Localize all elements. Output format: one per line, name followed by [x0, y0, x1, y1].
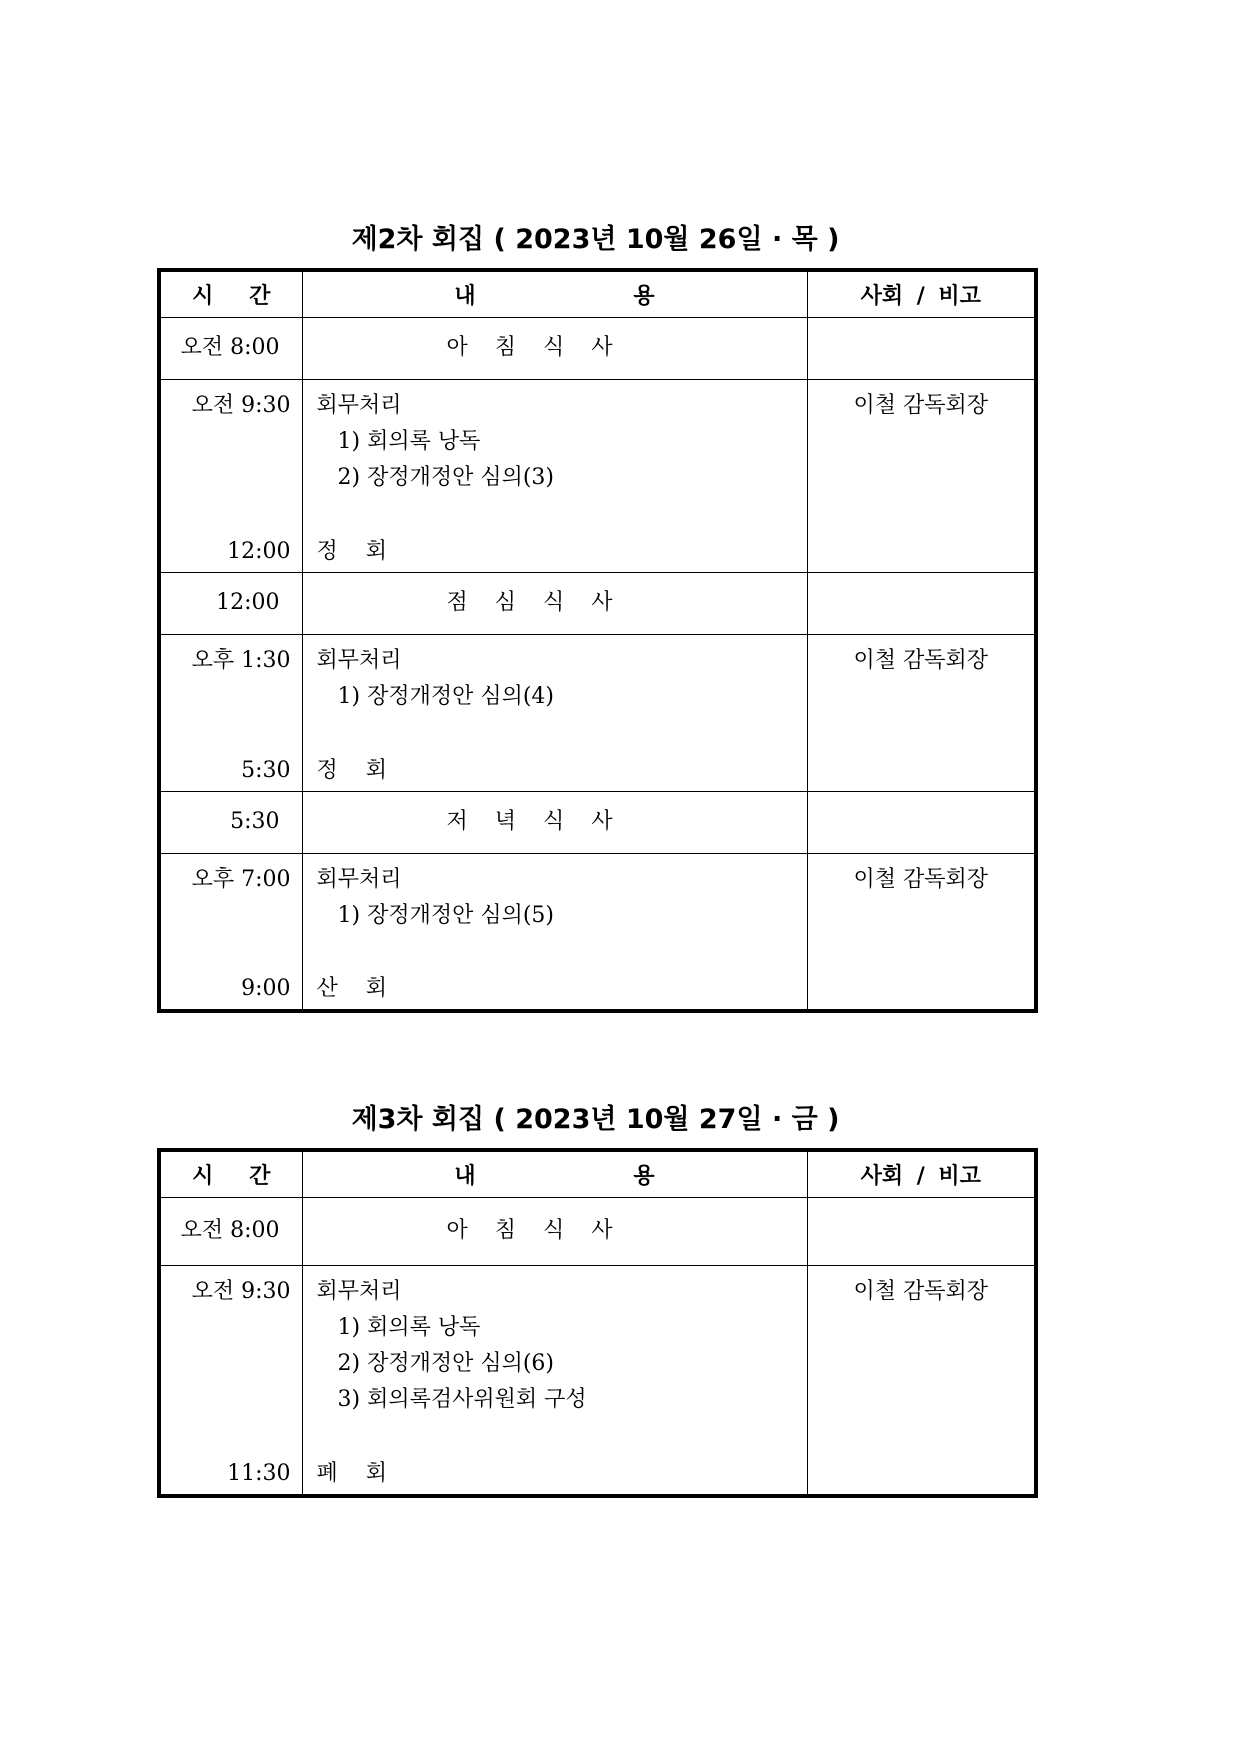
row-end-time: 9:00: [241, 975, 291, 1001]
row-end-time: 5:30: [241, 758, 291, 783]
table-row: [159, 1266, 1036, 1496]
row-start-time: 오전 9:30: [191, 1279, 291, 1304]
row-time: 12:00: [216, 590, 280, 615]
row-end-time: 12:00: [227, 539, 291, 564]
meal-label: 아 침 식 사: [446, 335, 623, 360]
row-time: 오전 8:00: [180, 1218, 280, 1243]
table-row: [159, 854, 1036, 1011]
row-note: 이철 감독회장: [807, 380, 1036, 573]
table-row: [159, 318, 1036, 380]
agenda-end-label: 정 회: [316, 539, 387, 564]
row-note: 이철 감독회장: [807, 854, 1036, 1011]
header-note: 사회 / 비고: [807, 1150, 1036, 1198]
header-time: 시 간: [159, 1150, 302, 1198]
table-row: [159, 1198, 1036, 1266]
agenda-heading: 회무처리: [316, 393, 402, 418]
agenda-end-label: 산 회: [316, 975, 387, 1001]
session-title: 제3차 회집 ( 2023년 10월 27일 · 금 ): [351, 1104, 840, 1135]
row-time: 5:30: [230, 809, 280, 834]
table-header-row: [159, 270, 1036, 318]
agenda-heading: 회무처리: [316, 1279, 402, 1304]
agenda-end-label: 정 회: [316, 758, 387, 783]
row-end-time: 11:30: [227, 1460, 291, 1486]
schedule-table: [157, 1148, 1038, 1498]
table-row: [159, 792, 1036, 854]
row-note: 이철 감독회장: [807, 1266, 1036, 1496]
table-row: [159, 635, 1036, 792]
table-header-row: [159, 1150, 1036, 1198]
session-2nd: [157, 218, 1034, 1013]
meal-label: 아 침 식 사: [446, 1218, 623, 1243]
agenda-item: 2) 장정개정안 심의(3): [337, 465, 554, 490]
row-start-time: 오전 9:30: [191, 393, 291, 418]
row-note: [807, 318, 1036, 380]
agenda-heading: 회무처리: [316, 867, 402, 892]
agenda-heading: 회무처리: [316, 648, 402, 673]
row-start-time: 오후 7:00: [191, 867, 291, 892]
row-note: [807, 573, 1036, 635]
agenda-end-label: 폐 회: [316, 1460, 387, 1486]
header-content: 내 용: [302, 270, 807, 318]
row-note: 이철 감독회장: [807, 635, 1036, 792]
header-time: 시 간: [159, 270, 302, 318]
header-content: 내 용: [302, 1150, 807, 1198]
meal-label: 점 심 식 사: [446, 590, 623, 615]
session-3rd: [157, 1098, 1034, 1498]
header-note: 사회 / 비고: [807, 270, 1036, 318]
row-start-time: 오후 1:30: [191, 648, 291, 673]
table-row: [159, 573, 1036, 635]
row-note: [807, 792, 1036, 854]
row-time: 오전 8:00: [180, 335, 280, 360]
agenda-item: 3) 회의록검사위원회 구성: [337, 1387, 587, 1412]
schedule-table: [157, 268, 1038, 1013]
agenda-item: 1) 장정개정안 심의(4): [337, 684, 554, 709]
session-title: 제2차 회집 ( 2023년 10월 26일 · 목 ): [351, 224, 840, 255]
agenda-item: 1) 회의록 낭독: [337, 429, 481, 454]
agenda-item: 2) 장정개정안 심의(6): [337, 1351, 554, 1376]
agenda-item: 1) 회의록 낭독: [337, 1315, 481, 1340]
agenda-item: 1) 장정개정안 심의(5): [337, 903, 554, 928]
meal-label: 저 녁 식 사: [446, 809, 623, 834]
row-note: [807, 1198, 1036, 1266]
table-row: [159, 380, 1036, 573]
